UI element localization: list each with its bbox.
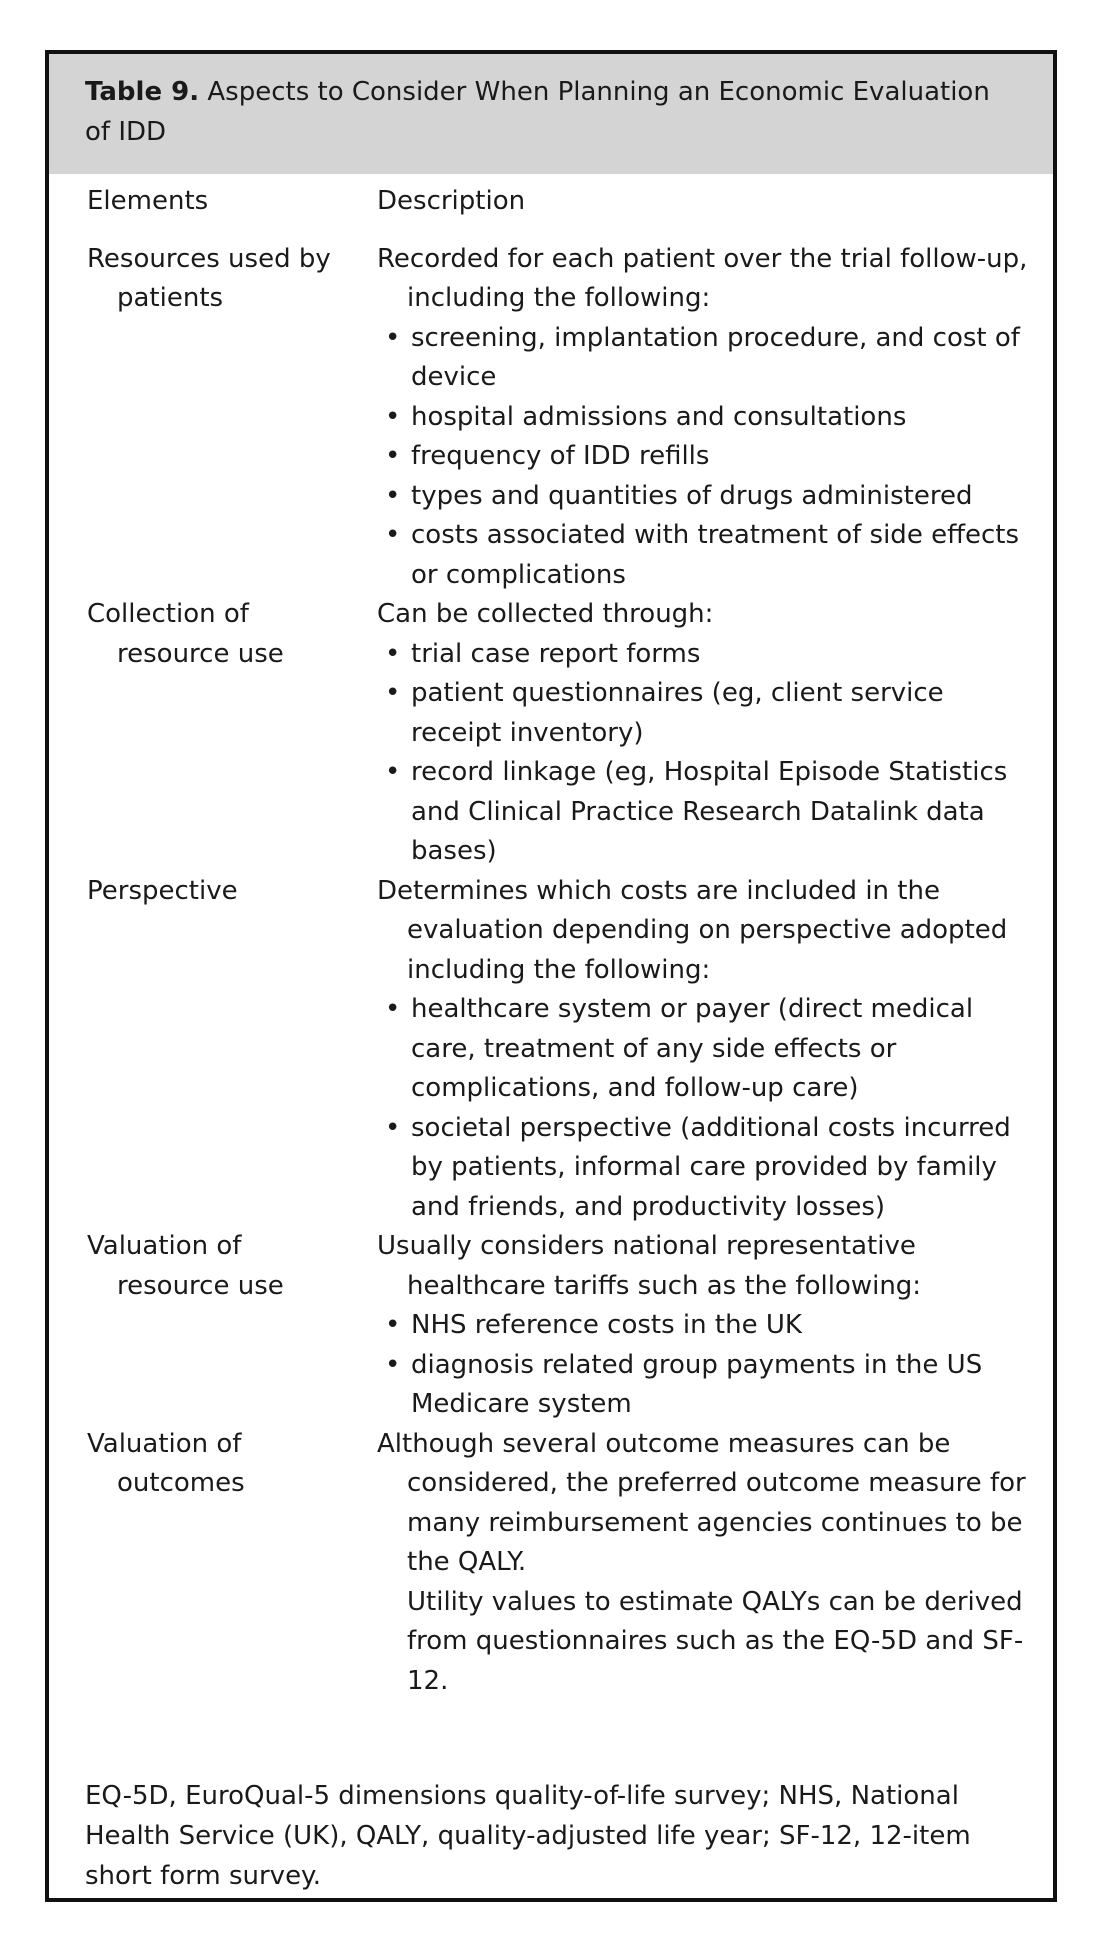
- description-lead: Although several outcome measures can be considered, the preferred outcome measure for many reimbursement agencies continues to be the QALY.: [377, 1428, 1026, 1577]
- table-footnote: EQ-5D, EuroQual-5 dimensions quality-of-life survey; NHS, National Health Service (UK), QALY, quality-adjusted life year; SF-12, 12-item short form survey.: [85, 1781, 971, 1891]
- element-cell: [49, 1425, 377, 1702]
- bullet-list: [377, 990, 1029, 1227]
- element-label: Resources used by: [87, 243, 331, 274]
- element-label-cont: patients: [117, 283, 224, 313]
- bullet-item: • hospital admissions and consultations: [377, 398, 1029, 438]
- bullet-item: • patient questionnaires (eg, client service receipt inventory): [377, 674, 1029, 753]
- element-cell: [49, 1227, 377, 1425]
- element-label: Valuation of: [87, 1428, 242, 1459]
- element-label: Perspective: [87, 875, 238, 906]
- bullet-item: • screening, implantation procedure, and cost of device: [377, 319, 1029, 398]
- bullet-list: [377, 319, 1029, 596]
- description-cell: [377, 1425, 1053, 1702]
- element-cell: [49, 240, 377, 596]
- bullet-item: • societal perspective (additional costs incurred by patients, informal care provided by family and friends, and productivity losses): [377, 1109, 1029, 1228]
- table-container: [45, 50, 1057, 1902]
- description-lead: Can be collected through:: [377, 599, 714, 629]
- bullet-list: [377, 1306, 1029, 1425]
- description-cell: [377, 872, 1053, 1228]
- bullet-item: • costs associated with treatment of side effects or complications: [377, 516, 1029, 595]
- bullet-item: • NHS reference costs in the UK: [377, 1306, 1029, 1346]
- element-cell: [49, 872, 377, 1228]
- description-lead: Determines which costs are included in the evaluation depending on perspective adopted including the following:: [377, 875, 1008, 985]
- bullet-item: • trial case report forms: [377, 635, 1029, 675]
- bullet-item: • frequency of IDD refills: [377, 437, 1029, 477]
- bullet-item: • types and quantities of drugs administered: [377, 477, 1029, 517]
- table-row: [49, 240, 1053, 596]
- description-lead: Usually considers national representative healthcare tariffs such as the following:: [377, 1231, 922, 1301]
- description-cell: [377, 240, 1053, 596]
- element-cell: [49, 595, 377, 872]
- table-title: Aspects to Consider When Planning an Economic Evaluation of IDD: [85, 77, 990, 147]
- description-lead: Recorded for each patient over the trial follow-up, including the following:: [377, 243, 1028, 313]
- table-row: [49, 1227, 1053, 1425]
- element-label-cont: resource use: [117, 1270, 284, 1301]
- header-elements: Elements: [87, 186, 209, 216]
- bullet-list: [377, 635, 1029, 872]
- bullet-item: • record linkage (eg, Hospital Episode Statistics and Clinical Practice Research Datalink data bases): [377, 753, 1029, 872]
- description-cell: [377, 1227, 1053, 1425]
- table-row: [49, 872, 1053, 1228]
- description-cell: [377, 595, 1053, 872]
- description-paragraph: Utility values to estimate QALYs can be derived from questionnaires such as the EQ-5D and SF-12.: [407, 1586, 1024, 1696]
- table-caption: [49, 54, 1053, 174]
- bullet-item: • diagnosis related group payments in the US Medicare system: [377, 1346, 1029, 1425]
- element-label-cont: outcomes: [117, 1468, 245, 1498]
- element-label: Valuation of: [87, 1231, 242, 1261]
- bullet-item: • healthcare system or payer (direct medical care, treatment of any side effects or complications, and follow-up care): [377, 990, 1029, 1109]
- header-description: Description: [377, 186, 526, 216]
- table-body: [49, 174, 1053, 1701]
- table-label: Table 9.: [85, 77, 200, 107]
- table-header-row: [49, 182, 1053, 222]
- table-row: [49, 595, 1053, 872]
- table-row: [49, 1425, 1053, 1702]
- element-label: Collection of: [87, 599, 249, 629]
- element-label-cont: resource use: [117, 638, 284, 669]
